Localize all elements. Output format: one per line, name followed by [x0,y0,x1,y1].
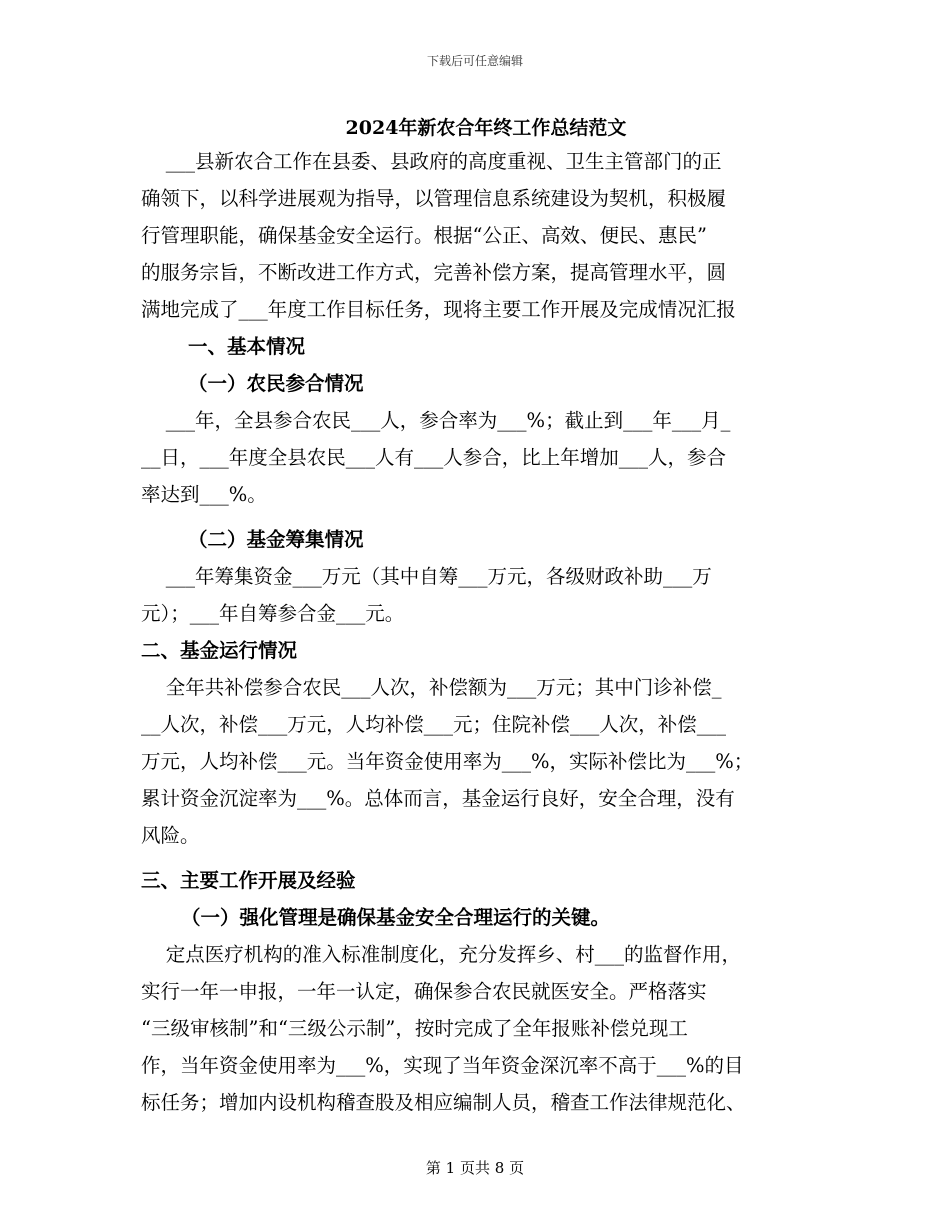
subsection-heading-management: （一）强化管理是确保基金安全合理运行的关键。 [181,906,611,929]
text-line: “三级审核制”和“三级公示制”，按时完成了全年报账补偿兑现工 [141,1017,688,1040]
funding-paragraph [141,558,811,632]
text-line: 风险。 [141,824,200,847]
subsection-heading-funding: （二）基金筹集情况 [188,528,364,551]
text-line: ___年，全县参合农民___人，参合率为___%；截止到___年___月_ [141,409,731,432]
text-line: 率达到___%。 [141,483,267,506]
page-footer: 第 1 页共 8 页 [425,1159,525,1177]
text-line: 行管理职能，确保基金安全运行。根据“公正、高效、便民、惠民” [141,224,707,247]
document-body [141,113,811,1121]
text-line: 元）；___年自筹参合金___元。 [141,602,405,625]
text-line: 定点医疗机构的准入标准制度化，充分发挥乡、村___的监督作用， [141,943,742,966]
text-line: __人次，补偿___万元，人均补偿___元；住院补偿___人次，补偿___ [141,713,727,736]
text-line: 累计资金沉淀率为___%。总体而言，基金运行良好，安全合理，没有 [141,787,735,810]
section-heading-main-work: 三、主要工作开展及经验 [141,869,356,892]
text-line: 标任务；增加内设机构稽查股及相应编制人员，稽查工作法律规范化、 [141,1091,746,1114]
section-heading-basic: 一、基本情况 [188,335,306,358]
text-line: 的服务宗旨，不断改进工作方式，完善补偿方案，提高管理水平，圆 [141,261,727,284]
participation-paragraph [141,402,811,513]
text-line: 万元，人均补偿___元。当年资金使用率为___%，实际补偿比为___%； [141,750,754,773]
document-title: 2024年新农合年终工作总结范文 [345,117,627,139]
text-line: __日，___年度全县农民___人有___人参合，比上年增加___人，参合 [141,446,727,469]
text-line: ___年筹集资金___万元（其中自筹___万元，各级财政补助___万 [141,565,712,588]
subsection-heading-participation: （一）农民参合情况 [188,372,364,395]
management-paragraph [141,936,811,1121]
page-header: 下载后可任意编辑 [426,54,523,68]
text-line: 作，当年资金使用率为___%，实现了当年资金深沉率不高于___%的目 [141,1054,744,1077]
fund-operation-paragraph [141,669,811,854]
text-line: 确领下，以科学进展观为指导，以管理信息系统建设为契机，积极履 [141,187,727,210]
text-line: ___县新农合工作在县委、县政府的高度重视、卫生主管部门的正 [141,150,722,173]
text-line: 实行一年一申报，一年一认定，确保参合农民就医安全。严格落实 [141,980,707,1003]
text-line: 满地完成了___年度工作目标任务，现将主要工作开展及完成情况汇报 [141,298,736,321]
text-line: 全年共补偿参合农民___人次，补偿额为___万元；其中门诊补偿_ [141,676,722,699]
intro-paragraph [141,143,811,328]
section-heading-fund-operation: 二、基金运行情况 [141,639,298,662]
